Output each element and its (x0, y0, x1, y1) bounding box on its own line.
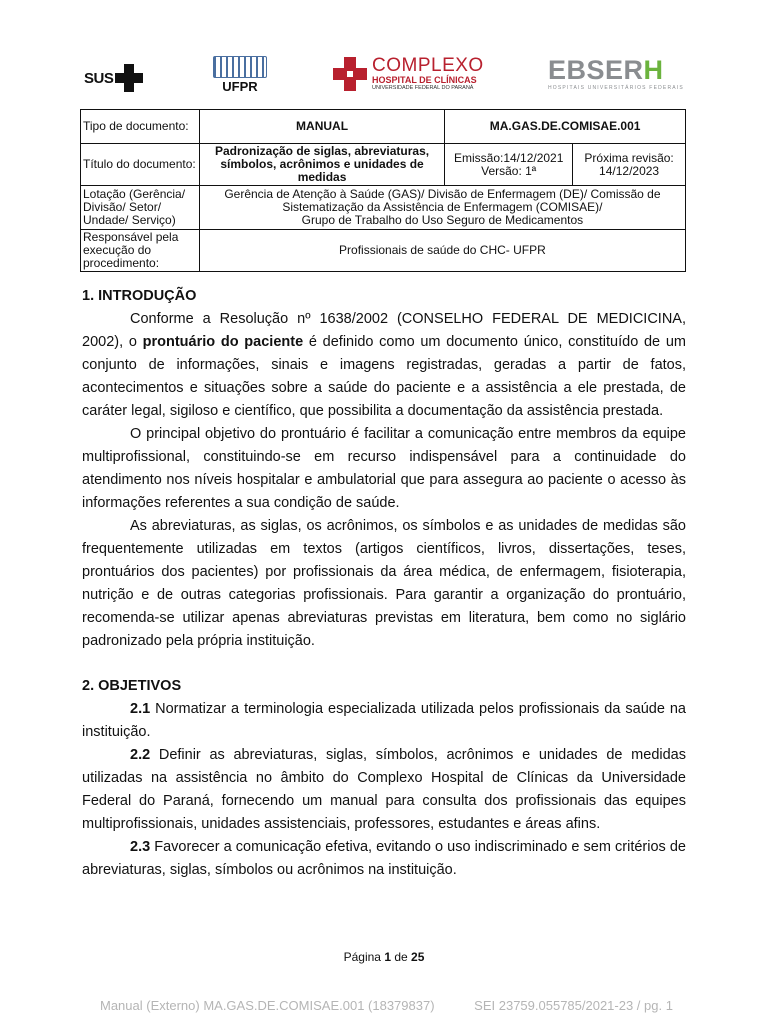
total-pages: 25 (411, 950, 425, 964)
objective-item: 2.2 Definir as abreviaturas, siglas, símbolos, acrônimos e unidades de medidas utilizadas na assistência no âmbito do Complexo Hospital de Clínicas da Universidade Federal do Paraná, fornecendo um manual para consulta dos profissionais das equipes multiprofissionais, unidades assistenciais, professores, estudantes e áreas afins. (82, 747, 686, 832)
complexo-hc-logo (333, 56, 484, 92)
section-heading-introducao: 1. INTRODUÇÃO (82, 288, 197, 304)
sei-footer (100, 998, 709, 1013)
objective-item: 2.1 Normatizar a terminologia especializada utilizada pelos profissionais da saúde na instituição. (82, 701, 686, 740)
footer-document-id: Manual (Externo) MA.GAS.DE.COMISAE.001 (18379837) (100, 998, 435, 1013)
current-page: 1 (384, 950, 391, 964)
ufpr-logo (212, 56, 268, 94)
ebserh-tagline: HOSPITAIS UNIVERSITÁRIOS FEDERAIS (548, 85, 684, 91)
chc-logo-line2: HOSPITAL DE CLÍNICAS (372, 75, 477, 85)
intro-paragraph-2: O principal objetivo do prontuário é facilitar a comunicação entre membros da equipe multiprofissional, constituindo-se em recurso indispensável para a continuidade do atendimento nos níveis hospitalar e ambulatorial que para assegura ao paciente o acesso às informações referentes a sua condição de saúde. (82, 426, 686, 511)
tipo-label: Tipo de documento: (81, 110, 200, 144)
objective-number: 2.1 (130, 701, 151, 717)
sus-logo-text: SUS (84, 69, 114, 87)
lotacao-line-2: Sistematização da Assistência de Enfermagem (COMISAE)/ (282, 200, 603, 214)
lotacao-line-3: Grupo de Trabalho do Uso Seguro de Medicamentos (301, 213, 584, 227)
titulo-value: Padronização de siglas, abreviaturas, símbolos, acrônimos e unidades de medidas (199, 144, 444, 186)
ebserh-logo-h: H (643, 55, 664, 85)
chc-logo-line3: UNIVERSIDADE FEDERAL DO PARANÁ (372, 85, 474, 91)
emissao-date: Emissão:14/12/2021 (453, 150, 564, 165)
proxima-revisao: Próxima revisão: 14/12/2023 (573, 144, 686, 186)
section-heading-objetivos: 2. OBJETIVOS (82, 678, 182, 694)
intro-paragraph-3: As abreviaturas, as siglas, os acrônimos, os símbolos e as unidades de medidas são frequentemente utilizadas em textos (artigos científicos, livros, dissertações, teses, prontuários dos pacientes) por profissionais da área médica, de enfermagem, fisioterapia, nutrição e de outras categorias profissionais. Para garantir a organização do prontuário, recomenda-se utilizar apenas abreviaturas previstas em literatura, bem como no siglário padronizado pela própria instituição. (82, 518, 686, 649)
document-code: MA.GAS.DE.COMISAE.001 (445, 110, 686, 144)
bold-term-prontuario: prontuário do paciente (142, 334, 304, 350)
responsavel-label: Responsável pela execução do procedimento: (81, 230, 200, 272)
lotacao-value (199, 186, 685, 230)
responsavel-value: Profissionais de saúde do CHC- UFPR (199, 230, 685, 272)
ufpr-building-icon (213, 56, 267, 78)
tipo-value: MANUAL (199, 110, 444, 144)
document-info-table (80, 109, 686, 272)
lotacao-label: Lotação (Gerência/ Divisão/ Setor/ Undade/ Serviço) (81, 186, 200, 230)
lotacao-line-1: Gerência de Atenção à Saúde (GAS)/ Divisão de Enfermagem (DE)/ Comissão de (224, 187, 661, 201)
header-logos (0, 52, 768, 96)
versao: Versão: 1ª (481, 163, 537, 178)
chc-logo-line1: COMPLEXO (372, 55, 484, 76)
titulo-label: Título do documento: (81, 144, 200, 186)
document-body (82, 285, 686, 882)
ebserh-logo (548, 56, 684, 91)
sus-logo (84, 64, 143, 92)
emissao-cell (445, 144, 573, 186)
objective-item: 2.3 Favorecer a comunicação efetiva, evitando o uso indiscriminado e sem critérios de abreviaturas, siglas, símbolos ou acrônimos na instituição. (82, 839, 686, 878)
objective-number: 2.2 (130, 747, 151, 763)
objective-number: 2.3 (130, 839, 151, 855)
sus-cross-icon (115, 64, 143, 92)
chc-cross-icon (333, 57, 367, 91)
intro-paragraph-1: Conforme a Resolução nº 1638/2002 (CONSELHO FEDERAL DE MEDICICINA, 2002), o prontuário do paciente é definido como um documento único, constituído de um conjunto de informações, sinais e imagens registradas, geradas a partir de fatos, acontecimentos e situações sobre a saúde do paciente e a assistência a ele prestada, de caráter legal, sigiloso e científico, que possibilita a documentação da assistência prestada. (82, 311, 686, 419)
footer-sei-process: SEI 23759.055785/2021-23 / pg. 1 (474, 998, 673, 1013)
page-number: Página 1 de 25 (343, 950, 425, 964)
ufpr-logo-text: UFPR (222, 79, 258, 94)
ebserh-logo-text: EBSER (548, 55, 644, 85)
